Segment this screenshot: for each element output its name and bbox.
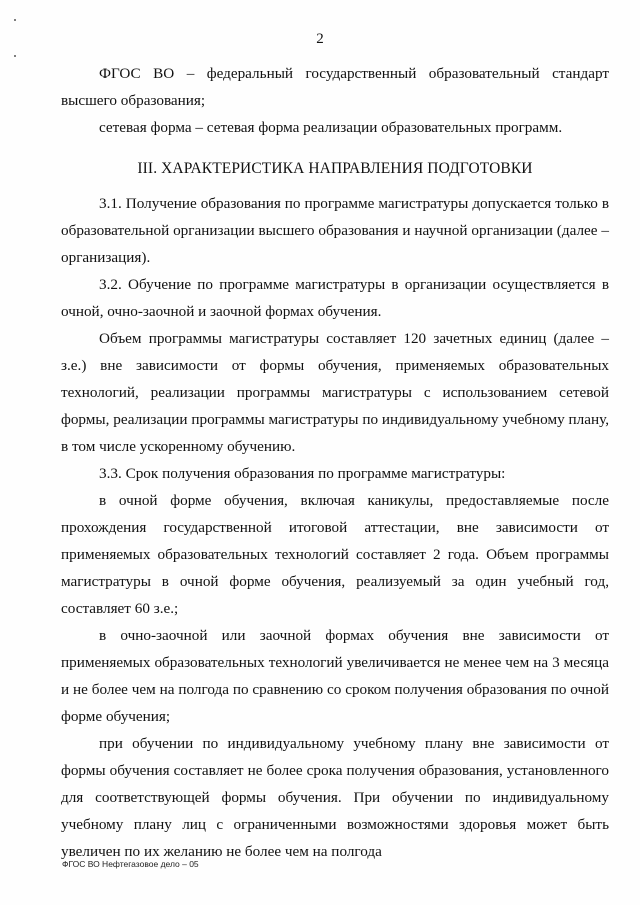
page-body bbox=[61, 60, 609, 865]
scan-speck bbox=[14, 19, 16, 21]
section-title: III. ХАРАКТЕРИСТИКА НАПРАВЛЕНИЯ ПОДГОТОВКИ bbox=[137, 160, 533, 177]
paragraph-part-time: в очно-заочной или заочной формах обучения вне зависимости от применяемых образовательных технологий увеличивается не менее чем на 3 месяца и не более чем на полгода по сравнению со сроком получения образования по очной форме обучения; bbox=[61, 627, 609, 725]
paragraph-3-2: 3.2. Обучение по программе магистратуры в организации осуществляется в очной, очно-заочной и заочной формах обучения. bbox=[61, 276, 609, 320]
paragraph-full-time: в очной форме обучения, включая каникулы, предоставляемые после прохождения государственной итоговой аттестации, вне зависимости от применяемых образовательных технологий составляет 2 года. Объем программы магистратуры в очной форме обучения, реализуемый за один учебный год, составляет 60 з.е.; bbox=[61, 492, 609, 617]
definition-fgos: ФГОС ВО – федеральный государственный образовательный стандарт высшего образования; bbox=[61, 65, 609, 109]
paragraph-volume: Объем программы магистратуры составляет 120 зачетных единиц (далее – з.е.) вне зависимости от формы обучения, применяемых образовательных технологий, реализации программы магистратуры с использованием сетевой формы, реализации программы магистратуры по индивидуальному учебному плану, в том числе ускоренному обучению. bbox=[61, 330, 609, 455]
paragraph-3-1: 3.1. Получение образования по программе магистратуры допускается только в образовательной организации высшего образования и научной организации (далее – организация). bbox=[61, 195, 609, 266]
footer-label: ФГОС ВО Нефтегазовое дело – 05 bbox=[62, 859, 199, 869]
paragraph-individual-plan: при обучении по индивидуальному учебному плану вне зависимости от формы обучения составляет не более срока получения образования, установленного для соответствующей формы обучения. При обучении по индивидуальному учебному плану лиц с ограниченными возможностями здоровья может быть увеличен по их желанию не более чем на полгода bbox=[61, 735, 609, 860]
definition-network-form: сетевая форма – сетевая форма реализации образовательных программ. bbox=[99, 119, 563, 136]
scan-speck bbox=[14, 55, 16, 57]
page-number: 2 bbox=[316, 31, 324, 47]
paragraph-3-3: 3.3. Срок получения образования по программе магистратуры: bbox=[99, 465, 506, 482]
